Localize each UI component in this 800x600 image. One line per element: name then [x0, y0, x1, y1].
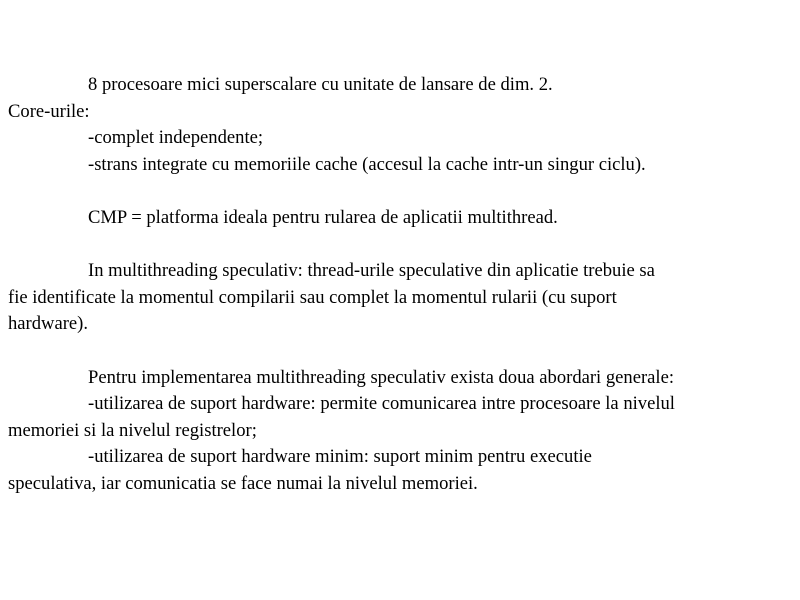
slide-body: [8, 72, 794, 498]
text-line: fie identificate la momentul compilarii sau complet la momentul rularii (cu suport: [8, 286, 617, 308]
text-line: speculativa, iar comunicatia se face numai la nivelul memoriei.: [8, 472, 478, 494]
text-line: -complet independente;: [88, 127, 264, 149]
text-line: CMP = platforma ideala pentru rularea de aplicatii multithread.: [88, 206, 558, 228]
blank-line: [8, 232, 794, 259]
text-line: -strans integrate cu memoriile cache (accesul la cache intr-un singur ciclu).: [88, 153, 646, 175]
text-line: In multithreading speculativ: thread-urile speculative din aplicatie trebuie sa: [88, 260, 655, 282]
text-line: Core-urile:: [8, 100, 90, 122]
blank-line: [8, 178, 794, 205]
text-line: Pentru implementarea multithreading speculativ exista doua abordari generale:: [88, 366, 675, 388]
text-line: 8 procesoare mici superscalare cu unitate de lansare de dim. 2.: [88, 74, 553, 95]
text-line: memoriei si la nivelul registrelor;: [8, 419, 257, 441]
text-line: -utilizarea de suport hardware: permite comunicarea intre procesoare la nivelul: [88, 393, 675, 415]
blank-line: [8, 338, 794, 365]
text-line: hardware).: [8, 313, 89, 335]
text-line: -utilizarea de suport hardware minim: suport minim pentru executie: [88, 446, 592, 468]
